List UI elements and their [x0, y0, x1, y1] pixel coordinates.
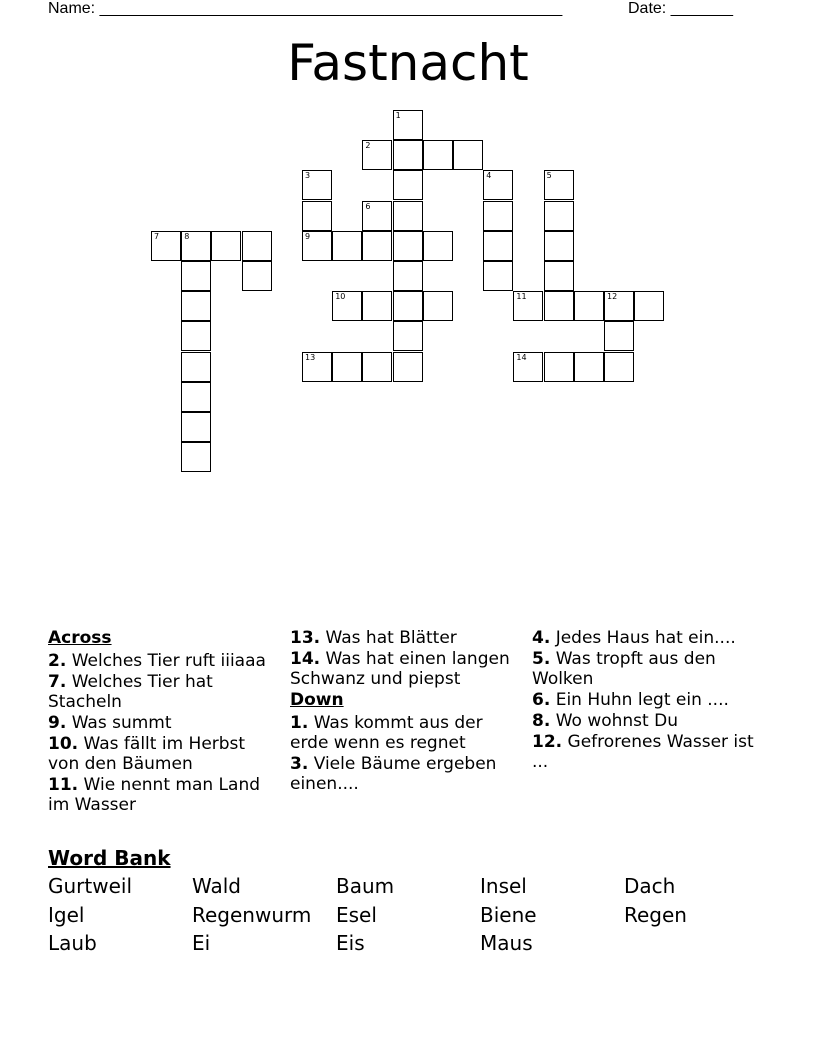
clue-num: 5. [532, 649, 551, 669]
clue-text: Ein Huhn legt ein .... [550, 690, 729, 710]
down-clue [532, 732, 762, 772]
word-bank-word: Regen [624, 903, 687, 927]
crossword-cell[interactable] [544, 231, 574, 261]
crossword-cell[interactable] [604, 291, 634, 321]
crossword-cell[interactable] [181, 352, 211, 382]
crossword-cell[interactable] [393, 231, 423, 261]
word-bank-word: Eis [336, 931, 365, 955]
crossword-cell[interactable] [544, 261, 574, 291]
clue-num: 3. [290, 754, 309, 774]
crossword-cell[interactable] [242, 261, 272, 291]
crossword-cell[interactable] [393, 110, 423, 140]
clue-num: 9. [48, 713, 67, 733]
crossword-cell[interactable] [362, 140, 392, 170]
clue-text: Gefrorenes Wasser ist ... [532, 732, 754, 772]
crossword-cell[interactable] [151, 231, 181, 261]
crossword-cell[interactable] [393, 140, 423, 170]
word-bank-word: Laub [48, 931, 97, 955]
crossword-cell[interactable] [181, 321, 211, 351]
clue-number: 13 [305, 352, 316, 362]
clue-number: 7 [154, 231, 160, 241]
crossword-cell[interactable] [362, 201, 392, 231]
clue-num: 2. [48, 651, 67, 671]
clue-text: Welches Tier ruft iiiaaa [66, 651, 266, 671]
down-clue [290, 754, 515, 794]
crossword-cell[interactable] [483, 231, 513, 261]
across-clue [48, 672, 273, 712]
down-clue [532, 711, 762, 731]
crossword-cell[interactable] [423, 140, 453, 170]
crossword-cell[interactable] [483, 201, 513, 231]
clue-num: 10. [48, 734, 79, 754]
crossword-cell[interactable] [181, 231, 211, 261]
across-clue [48, 713, 273, 733]
crossword-cell[interactable] [362, 352, 392, 382]
crossword-cell[interactable] [574, 291, 604, 321]
across-clue [48, 734, 273, 774]
clue-num: 12. [532, 732, 563, 752]
clue-num: 4. [532, 628, 551, 648]
crossword-cell[interactable] [332, 231, 362, 261]
word-bank-word: Dach [624, 874, 676, 898]
clue-number: 4 [486, 171, 492, 181]
crossword-cell[interactable] [393, 170, 423, 200]
word-bank-word: Igel [48, 903, 85, 927]
clue-text: Was hat Blätter [320, 628, 457, 648]
down-heading: Down [290, 690, 344, 710]
crossword-cell[interactable] [544, 201, 574, 231]
clue-num: 13. [290, 628, 321, 648]
crossword-cell[interactable] [393, 261, 423, 291]
clue-number: 9 [305, 231, 311, 241]
word-bank-word: Wald [192, 874, 242, 898]
crossword-cell[interactable] [302, 170, 332, 200]
down-clue [532, 649, 762, 689]
crossword-cell[interactable] [332, 352, 362, 382]
clue-number: 6 [365, 201, 371, 211]
crossword-cell[interactable] [181, 291, 211, 321]
crossword-cell[interactable] [181, 442, 211, 472]
word-bank-word: Gurtweil [48, 874, 133, 898]
crossword-cell[interactable] [423, 231, 453, 261]
crossword-cell[interactable] [393, 352, 423, 382]
clue-num: 7. [48, 672, 67, 692]
crossword-cell[interactable] [483, 170, 513, 200]
crossword-cell[interactable] [181, 261, 211, 291]
across-clue [48, 651, 273, 671]
across-clue [48, 775, 273, 815]
across-clue [290, 628, 515, 648]
clue-number: 12 [607, 292, 618, 302]
crossword-cell[interactable] [393, 291, 423, 321]
crossword-cell[interactable] [453, 140, 483, 170]
clue-number: 3 [305, 171, 311, 181]
clue-text: Was kommt aus der erde wenn es regnet [290, 713, 483, 753]
clue-num: 6. [532, 690, 551, 710]
clue-num: 14. [290, 649, 321, 669]
clue-text: Welches Tier hat Stacheln [48, 672, 213, 712]
clue-number: 8 [184, 231, 190, 241]
word-bank-word: Esel [336, 903, 377, 927]
crossword-cell[interactable] [181, 382, 211, 412]
word-bank-word: Regenwurm [192, 903, 312, 927]
crossword-cell[interactable] [483, 261, 513, 291]
clue-text: Was hat einen langen Schwanz und piepst [290, 649, 510, 689]
clue-text: Was fällt im Herbst von den Bäumen [48, 734, 246, 774]
clue-text: Viele Bäume ergeben einen.... [290, 754, 497, 794]
word-bank-title: Word Bank [48, 846, 171, 870]
across-clue [290, 649, 515, 689]
clue-num: 8. [532, 711, 551, 731]
crossword-cell[interactable] [544, 291, 574, 321]
crossword-cell[interactable] [634, 291, 664, 321]
clue-text: Wo wohnst Du [550, 711, 678, 731]
clue-number: 14 [516, 352, 527, 362]
crossword-cell[interactable] [544, 352, 574, 382]
crossword-cell[interactable] [302, 231, 332, 261]
name-field-label: Name: ____________________________________________________ [48, 0, 563, 17]
page-title: Fastnacht [287, 34, 529, 92]
word-bank-word: Ei [192, 931, 211, 955]
crossword-cell[interactable] [242, 231, 272, 261]
crossword-cell[interactable] [544, 170, 574, 200]
down-clue [290, 713, 515, 753]
clue-number: 1 [395, 111, 401, 120]
clue-num: 11. [48, 775, 79, 795]
crossword-cell[interactable] [181, 412, 211, 442]
crossword-cell[interactable] [362, 291, 392, 321]
clue-number: 11 [516, 292, 527, 302]
crossword-cell[interactable] [393, 201, 423, 231]
across-heading: Across [48, 628, 112, 648]
word-bank-word: Biene [480, 903, 537, 927]
clue-number: 2 [365, 141, 371, 151]
clue-text: Was tropft aus den Wolken [532, 649, 716, 689]
down-clue [532, 690, 762, 710]
crossword-cell[interactable] [604, 321, 634, 351]
clue-column-3 [532, 628, 762, 773]
word-bank-word: Insel [480, 874, 527, 898]
clue-number: 10 [335, 292, 346, 302]
crossword-cell[interactable] [332, 291, 362, 321]
clue-text: Was summt [66, 713, 172, 733]
date-field-label: Date: _______ [628, 0, 733, 17]
clue-text: Wie nennt man Land im Wasser [48, 775, 261, 815]
clue-column-1 [48, 628, 273, 816]
crossword-cell[interactable] [574, 352, 604, 382]
crossword-grid [0, 0, 816, 500]
word-bank-word: Baum [336, 874, 395, 898]
crossword-cell[interactable] [302, 201, 332, 231]
crossword-cell[interactable] [362, 231, 392, 261]
crossword-cell[interactable] [393, 321, 423, 351]
clue-column-2 [290, 628, 515, 795]
down-clue [532, 628, 762, 648]
crossword-cell[interactable] [211, 231, 241, 261]
crossword-cell[interactable] [302, 352, 332, 382]
clue-num: 1. [290, 713, 309, 733]
clue-text: Jedes Haus hat ein.... [550, 628, 736, 648]
crossword-cell[interactable] [513, 352, 543, 382]
crossword-cell[interactable] [423, 291, 453, 321]
clue-number: 5 [546, 171, 552, 181]
crossword-cell[interactable] [604, 352, 634, 382]
word-bank-word: Maus [480, 931, 533, 955]
crossword-cell[interactable] [513, 291, 543, 321]
